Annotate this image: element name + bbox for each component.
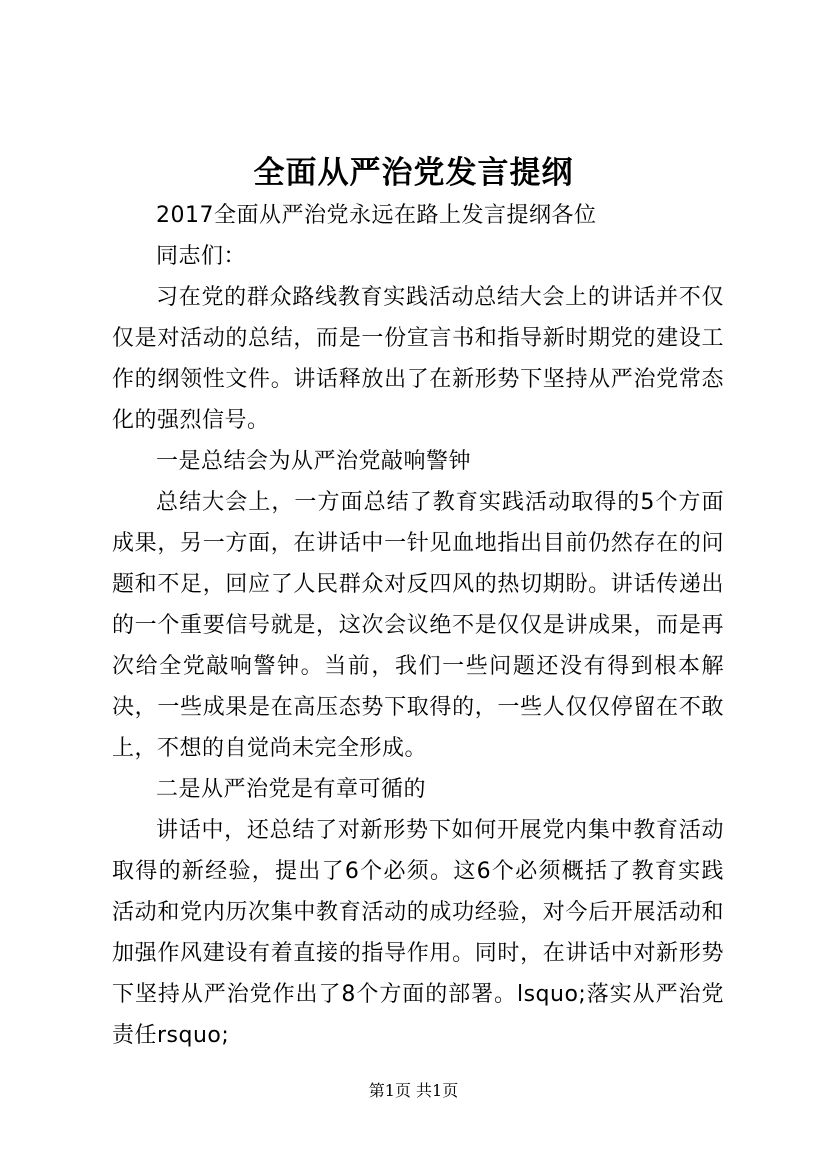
document-body: [112, 195, 724, 1056]
paragraph-overview: 习在党的群众路线教育实践活动总结大会上的讲话并不仅仅是对活动的总结，而是一份宣言书和指导新时期党的建设工作的纲领性文件。讲话释放出了在新形势下坚持从严治党常态化的强烈信号。: [112, 285, 724, 433]
paragraph-section-one: 总结大会上，一方面总结了教育实践活动取得的5个方面成果，另一方面，在讲话中一针见血地指出目前仍然存在的问题和不足，回应了人民群众对反四风的热切期盼。讲话传递出的一个重要信号就是，这次会议绝不是仅仅是讲成果，而是再次给全党敲响警钟。当前，我们一些问题还没有得到根本解决，一些成果是在高压态势下取得的，一些人仅仅停留在不敢上，不想的自觉尚未完全形成。: [112, 490, 724, 761]
paragraph-greeting: 同志们：: [156, 244, 247, 269]
section-heading-two: 二是从严治党是有章可循的: [156, 777, 427, 802]
page-footer: 第1页 共1页: [368, 1081, 459, 1100]
paragraph-intro: 2017全面从严治党永远在路上发言提纲各位: [156, 203, 597, 228]
paragraph-section-two: 讲话中，还总结了对新形势下如何开展党内集中教育活动取得的新经验，提出了6个必须。这6个必须概括了教育实践活动和党内历次集中教育活动的成功经验，对今后开展活动和加强作风建设有着直接的指导作用。同时，在讲话中对新形势下坚持从严治党作出了8个方面的部署。lsquo;落实从严治党责任rsquo;: [112, 818, 724, 1048]
document-title: 全面从严治党发言提纲: [253, 155, 574, 191]
section-heading-one: 一是总结会为从严治党敲响警钟: [156, 449, 472, 474]
